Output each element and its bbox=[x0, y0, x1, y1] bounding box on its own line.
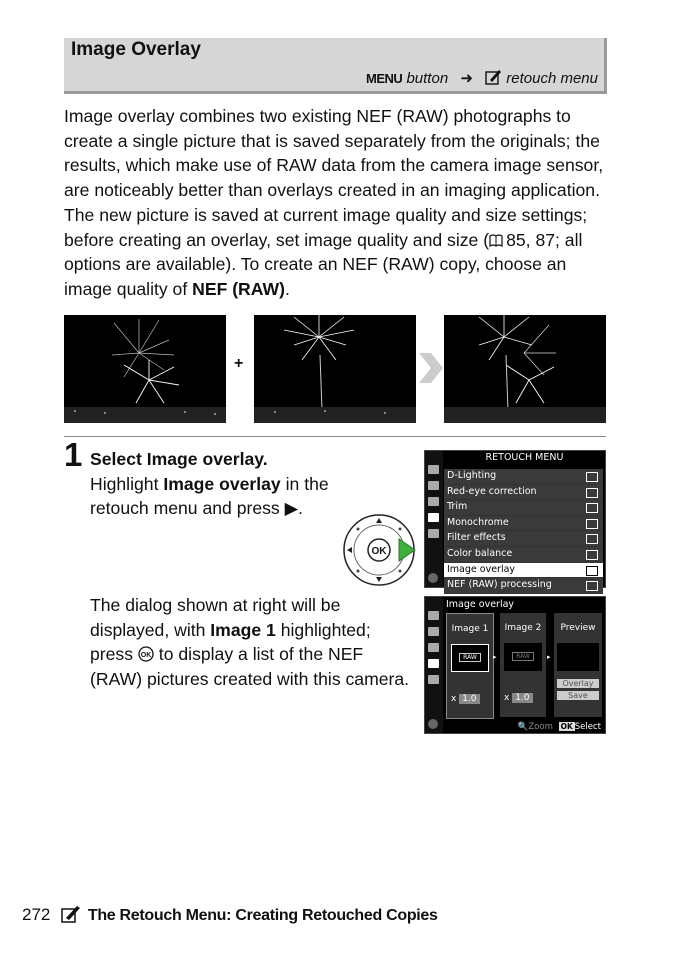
step-1-dialog-text: The dialog shown at right will be displayed, with Image 1 highlighted; press OK to display a list of the NEF (RAW) pictures created with this camera. bbox=[90, 595, 410, 689]
ok-badge: OK bbox=[560, 722, 573, 731]
step-1-instruction bbox=[90, 447, 335, 521]
menu-tab-sidebar bbox=[425, 451, 443, 587]
menu-item-icon bbox=[586, 534, 598, 544]
retouch-menu-item-label: Monochrome bbox=[447, 516, 509, 528]
retouch-menu-item-label: Red-eye correction bbox=[447, 485, 537, 497]
preview-label: Preview bbox=[560, 623, 596, 633]
menu-path-button: button bbox=[406, 70, 449, 87]
retouch-menu-item-label: Trim bbox=[447, 501, 468, 513]
result-arrow-icon bbox=[419, 353, 443, 383]
retouch-menu-screen bbox=[424, 450, 606, 591]
retouch-menu-item-label: Filter effects bbox=[447, 532, 506, 544]
raw-badge: RAW bbox=[459, 653, 481, 662]
arrow-icon: ➜ bbox=[460, 70, 473, 87]
image-1-slot[interactable] bbox=[451, 644, 489, 672]
retouch-menu-item[interactable] bbox=[444, 516, 603, 532]
photo-image-2 bbox=[254, 315, 416, 423]
image-2-slot[interactable] bbox=[504, 643, 542, 671]
retouch-menu-item[interactable] bbox=[444, 531, 603, 547]
retouch-menu-item[interactable] bbox=[444, 469, 603, 485]
image-1-panel[interactable] bbox=[446, 613, 494, 719]
section-header bbox=[64, 38, 607, 94]
photo-overlay-result bbox=[444, 315, 606, 423]
intro-end: . bbox=[284, 278, 290, 299]
step-text: Highlight Image overlay in the retouch menu and press ▶. bbox=[90, 473, 329, 518]
menu-item-icon bbox=[586, 472, 598, 482]
menu-item-icon bbox=[586, 503, 598, 513]
select-label: Select bbox=[574, 722, 601, 732]
retouch-menu-item-label: D-Lighting bbox=[447, 470, 497, 481]
menu-path bbox=[366, 69, 598, 87]
multi-selector-icon bbox=[342, 513, 416, 587]
image-1-label: Image 1 bbox=[451, 624, 489, 634]
preview-slot bbox=[557, 643, 599, 671]
retouch-menu-item[interactable] bbox=[444, 563, 603, 579]
retouch-menu-item[interactable] bbox=[444, 547, 603, 563]
retouch-menu-item[interactable] bbox=[444, 500, 603, 516]
retouch-menu-title: RETOUCH MENU bbox=[485, 452, 564, 463]
section-title: Image Overlay bbox=[71, 39, 201, 60]
intro-text: Image overlay combines two existing NEF (RAW) photographs to create a single picture that is saved separately from the originals; the results, which make use of RAW data from the camera image sensor, are noticeably better than overlays created in an imaging application. The new picture is saved at current image quality and size settings; before creating an overlay, set image quality and size ( bbox=[64, 106, 604, 250]
image-2-panel[interactable] bbox=[500, 613, 546, 717]
dialog-tab-sidebar bbox=[425, 597, 443, 733]
menu-item-icon bbox=[586, 488, 598, 498]
retouch-menu-icon bbox=[61, 905, 81, 923]
page-number: 272 bbox=[22, 905, 51, 924]
step-number: 1 bbox=[64, 436, 83, 473]
arrow-2-icon: ▸ bbox=[547, 653, 551, 661]
dialog-footer bbox=[518, 722, 601, 732]
image-1-gain[interactable]: x 1.0 bbox=[451, 694, 480, 704]
retouch-icon bbox=[485, 69, 502, 85]
intro-paragraph bbox=[64, 104, 609, 302]
menu-item-icon bbox=[586, 566, 598, 576]
menu-key: MENU bbox=[366, 71, 403, 86]
zoom-icon: 🔍 bbox=[517, 722, 529, 732]
zoom-label: Zoom bbox=[528, 722, 553, 732]
dialog-title: Image overlay bbox=[446, 599, 515, 610]
retouch-menu-item-label: NEF (RAW) processing bbox=[447, 579, 552, 591]
footer-title: The Retouch Menu: Creating Retouched Copies bbox=[87, 907, 438, 924]
step-title: Select Image overlay. bbox=[90, 449, 268, 469]
menu-path-menu: retouch menu bbox=[506, 70, 598, 87]
plus-sign: + bbox=[234, 355, 244, 372]
nef-raw-label: NEF (RAW) bbox=[192, 278, 285, 299]
svg-text:OK: OK bbox=[371, 546, 387, 557]
menu-item-icon bbox=[586, 581, 598, 591]
book-ref-icon bbox=[489, 234, 503, 247]
retouch-menu-item-label: Color balance bbox=[447, 547, 513, 559]
menu-item-icon bbox=[586, 550, 598, 560]
section-divider bbox=[64, 436, 606, 437]
svg-text:OK: OK bbox=[140, 652, 152, 659]
menu-item-icon bbox=[586, 519, 598, 529]
image-2-gain[interactable]: x 1.0 bbox=[504, 693, 533, 703]
overlay-button[interactable]: Overlay bbox=[557, 679, 599, 688]
photo-image-1 bbox=[64, 315, 226, 423]
preview-panel bbox=[554, 613, 602, 717]
arrow-1-icon: ▸ bbox=[493, 653, 497, 661]
retouch-menu-list bbox=[444, 469, 603, 594]
save-button[interactable]: Save bbox=[557, 691, 599, 700]
retouch-menu-item[interactable] bbox=[444, 578, 603, 594]
image-2-label: Image 2 bbox=[504, 623, 542, 633]
page-reference: 85, 87; all options are available). To create an NEF (RAW) copy, choose an image quality of bbox=[64, 229, 583, 299]
retouch-menu-item-label: Image overlay bbox=[447, 563, 516, 575]
page-footer bbox=[22, 905, 438, 925]
ok-button-icon bbox=[138, 646, 154, 662]
raw-badge-2: RAW bbox=[512, 652, 534, 661]
image-overlay-screen bbox=[424, 596, 606, 734]
retouch-menu-item[interactable] bbox=[444, 485, 603, 501]
